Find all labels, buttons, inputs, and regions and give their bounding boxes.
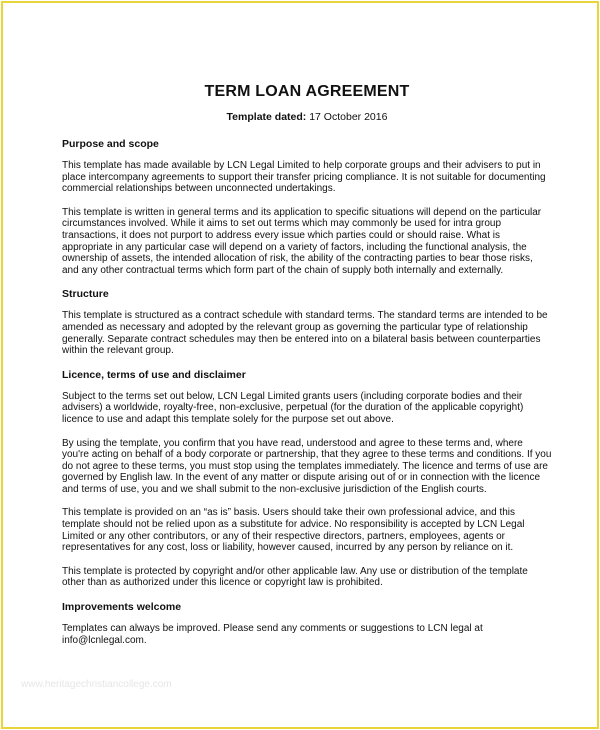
document-title: TERM LOAN AGREEMENT [204,83,410,100]
page-frame [1,1,599,729]
section-improvements [62,601,552,646]
section-purpose-and-scope [62,138,552,276]
section-paragraph: By using the template, you confirm that you have read, understood and agree to these terms and, where you're acting on behalf of a body corporate or partnership, that they agree to these terms and conditions. If you do not agree to these terms, you must stop using the templates immediately. The licence and terms of use are governed by English law. In the event of any matter or dispute arising out of or in connection with the licence and terms of use, you and we shall submit to the non-exclusive jurisdiction of the English courts. [62,437,552,495]
section-heading: Improvements welcome [62,601,182,614]
watermark-text: www.heritagechristiancollege.com [21,679,172,690]
template-date-label: Template dated: [226,111,307,123]
template-date [62,111,552,123]
section-heading: Licence, terms of use and disclaimer [62,368,246,381]
section-licence-terms [62,369,552,589]
document-body [62,83,552,658]
section-paragraph: This template is structured as a contract schedule with standard terms. The standard terms are intended to be amended as necessary and adopted by the relevant group as governing the particular type of relationship generally. Separate contract schedules may then be entered into on a bilateral basis between counterparties within the relevant group. [62,310,548,357]
section-paragraph: Subject to the terms set out below, LCN Legal Limited grants users (including corporate bodies and their advisers) a worldwide, royalty-free, non-exclusive, perpetual (for the duration of the applicable copyright) licence to use and adapt this template solely for the purpose set out above. [62,390,524,425]
section-paragraph: This template is provided on an “as is” basis. Users should take their own professional advice, and this template should not be relied upon as a substitute for advice. No responsibility is accepted by LCN Legal Limited or any other contributors, or any of their respective directors, partners, employees, agents or representatives for any cost, loss or liability, however caused, incurred by any person by reliance on it. [62,507,525,554]
section-paragraph: This template is written in general terms and its application to specific situations will depend on the particular circumstances involved. While it aims to set out terms which may commonly be used for intra group transactions, it does not purport to address every issue which parties could or should raise. What is appropriate in any particular case will depend on a variety of factors, including the functional analysis, the ownership of assets, the intended allocation of risk, the ability of the contracting parties to bear those risks, and any other contractual terms which form part of the chain of supply both internally and externally. [62,206,542,276]
section-paragraph: This template is protected by copyright and/or other applicable law. Any use or distribution of the template other than as authorized under this licence or copyright law is prohibited. [62,565,528,589]
section-structure [62,288,552,356]
section-paragraph: Templates can always be improved. Please send any comments or suggestions to LCN legal at info@lcnlegal.com. [62,623,483,646]
template-date-value: 17 October 2016 [309,111,388,123]
section-heading: Structure [62,288,109,301]
section-paragraph: This template has made available by LCN Legal Limited to help corporate groups and their advisers to put in place intercompany agreements to support their transfer pricing compliance. It is not suitable for documenting commercial relationships between unconnected undertakings. [62,160,546,195]
section-heading: Purpose and scope [62,138,159,150]
